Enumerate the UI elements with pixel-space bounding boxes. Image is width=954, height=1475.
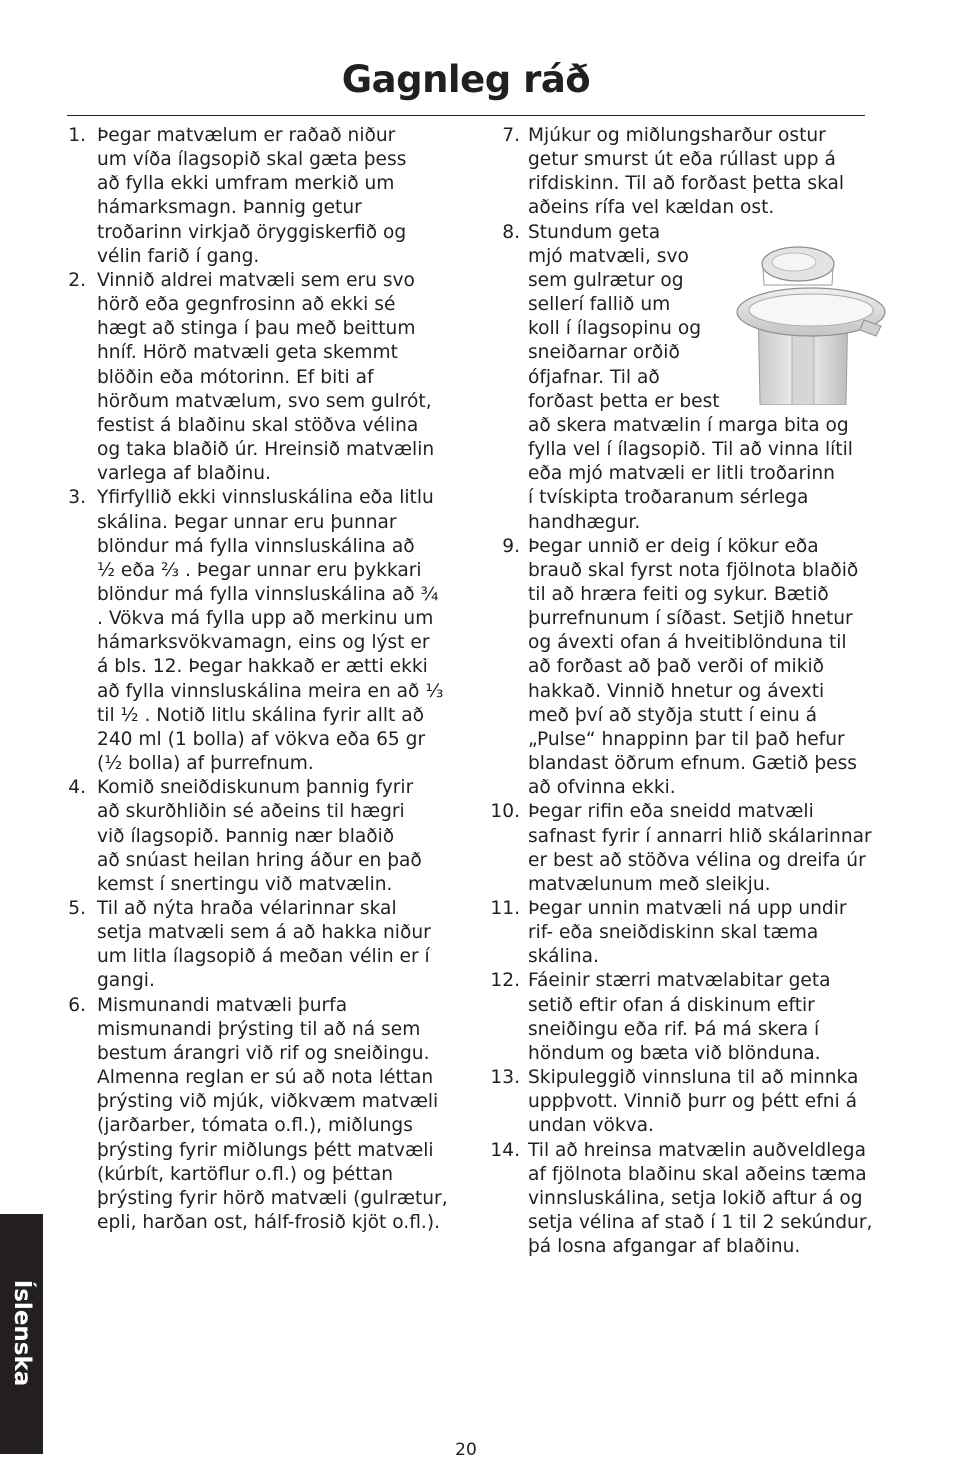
tip-number: 5. bbox=[68, 898, 86, 919]
tip-text: Fáeinir stærri matvælabitar geta setið eftir ofan á diskinum eftir sneiðingu eða rif. Þá má skera í höndum og bæta við blönduna. bbox=[528, 970, 831, 1064]
feed-tube-illustration bbox=[736, 240, 886, 405]
tip-text: Mismunandi matvæli þurfa mismunandi þrýsting til að ná sem bestum árangri við rif og sneiðingu. Almenna reglan er sú að nota léttan þrýsting við mjúk, viðkvæm matvæli (jarðarber, tómata o.fl.), miðlungs þrýsting fyrir miðlungs þétt matvæli (kúrbít, kartöflur o.fl.) og þéttan þrýsting fyrir hörð matvæli (gulrætur, epli, harðan ost, hálf-frosið kjöt o.fl.). bbox=[97, 994, 448, 1234]
tip-number: 7. bbox=[502, 125, 520, 146]
tip-number: 8. bbox=[502, 221, 520, 243]
tip-number: 6. bbox=[68, 994, 86, 1016]
page-title: Gagnleg ráð bbox=[341, 58, 591, 101]
tip-number: 11. bbox=[490, 898, 520, 919]
tip-number: 3. bbox=[68, 487, 86, 509]
left-column bbox=[60, 124, 455, 1235]
tip-text: Þegar unnin matvæli ná upp undir rif- eða sneiðdiskinn skal tæma skálina. bbox=[528, 898, 847, 968]
tip-number: 10. bbox=[490, 801, 520, 823]
tip-item-6 bbox=[60, 994, 455, 1236]
tip-item-3 bbox=[60, 486, 455, 776]
tip-text: Komið sneiðdiskunum þannig fyrir að skurðhliðin sé aðeins til hægri við ílagsopið. Þannig nær blaðið að snúast heilan hring áður en það kemst í snertingu við matvælin. bbox=[97, 777, 422, 895]
tip-item-13 bbox=[488, 1066, 878, 1138]
tip-item-4 bbox=[60, 776, 455, 897]
tip-text: Vinnið aldrei matvæli sem eru svo hörð eða gegnfrosinn að ekki sé hægt að stinga í þau með beittum hníf. Hörð matvæli geta skemmt blöðin eða mótorinn. Ef biti af hörðum matvælum, svo sem gulrót, festist á blaðinu skal stöðva vélina og taka blaðið úr. Hreinsið matvælin varlega af blaðinu. bbox=[97, 269, 435, 485]
tip-number: 13. bbox=[490, 1067, 520, 1089]
language-tab-label: Íslenska bbox=[9, 1279, 35, 1387]
tip-text: Skipuleggið vinnsluna til að minnka uppþvott. Vinnið þurr og þétt efni á undan vökva. bbox=[528, 1067, 859, 1137]
tip-item-1 bbox=[60, 124, 455, 269]
tip-number: 12. bbox=[490, 970, 520, 992]
tip-item-7 bbox=[488, 124, 878, 221]
tip-number: 4. bbox=[68, 777, 86, 799]
tip-text: Þegar unnið er deig í kökur eða brauð skal fyrst nota fjölnota blaðið til að hræra feiti og sykur. Bætið þurrefnunum í síðast. Setjið hnetur og ávexti ofan á hveitiblönduna til að forðast að það verði of mikið hakkað. Vinnið hnetur og ávexti með því að styðja stutt í einu á „Pulse“ hnappinn þar til það hefur blandast öðrum efnum. Gætið þess að ofvinna ekki. bbox=[528, 535, 859, 799]
tip-text: Þegar matvælum er raðað niður um víða ílagsopið skal gæta þess að fylla ekki umfram merkið um hámarksmagn. Þannig getur troðarinn virkjað öryggiskerfið og vélin farið í gang. bbox=[97, 125, 407, 267]
tip-item-14 bbox=[488, 1139, 878, 1260]
title-divider bbox=[67, 115, 865, 116]
tip-text: Stundum geta mjó matvæli, svo sem gulrætur og sellerí fallið um koll í ílagsopinu og sneiðarnar orðið ófjafnar. Til að forðast þetta er best að skera matvælin í marga bita og fylla vel í ílagsopið. Til að vinna lítil eða mjó matvæli er litli troðarinn í tvískipta troðaranum sérlega handhægur. bbox=[528, 221, 853, 533]
tip-number: 9. bbox=[502, 535, 520, 557]
page-number: 20 bbox=[455, 1440, 477, 1460]
tip-item-9 bbox=[488, 535, 878, 801]
tip-item-5 bbox=[60, 897, 455, 994]
tip-text: Til að hreinsa matvælin auðveldlega af fjölnota blaðinu skal aðeins tæma vinnsluskálina, setja lokið aftur á og setja vélina af stað í 1 til 2 sekúndur, þá losna afgangar af blaðinu. bbox=[528, 1139, 873, 1258]
tip-text: Þegar rifin eða sneidd matvæli safnast fyrir í annarri hlið skálarinnar er best að stöðva vélina og dreifa úr matvælunum með sleikju. bbox=[528, 801, 872, 895]
tip-item-12 bbox=[488, 969, 878, 1066]
tip-item-10 bbox=[488, 800, 878, 897]
tip-item-2 bbox=[60, 269, 455, 486]
tip-text: Yfirfyllið ekki vinnsluskálina eða litlu skálina. Þegar unnar eru þunnar blöndur má fylla vinnsluskálina að ½ eða ⅔ . Þegar unnar eru þykkari blöndur má fylla vinnsluskálina að ¾ . Vökva má fylla upp að merkinu um hámarksvökvamagn, eins og lýst er á bls. 12. Þegar hakkað er ætti ekki að fylla vinnsluskálina meira en að ⅓ til ½ . Notið litlu skálina fyrir allt að 240 ml (1 bolla) af vökva eða 65 gr (½ bolla) af þurrefnum. bbox=[97, 487, 444, 775]
tip-number: 14. bbox=[490, 1139, 520, 1161]
tip-text: Til að nýta hraða vélarinnar skal setja matvæli sem á að hakka niður um litla ílagsopið á meðan vélin er í gangi. bbox=[97, 898, 431, 992]
tip-item-11 bbox=[488, 897, 878, 969]
tip-text: Mjúkur og miðlungsharður ostur getur smurst út eða rúllast upp á rifdiskinn. Til að forðast þetta skal aðeins rífa vel kældan ost. bbox=[528, 125, 845, 219]
tip-number: 1. bbox=[68, 125, 86, 146]
tip-number: 2. bbox=[68, 269, 86, 291]
